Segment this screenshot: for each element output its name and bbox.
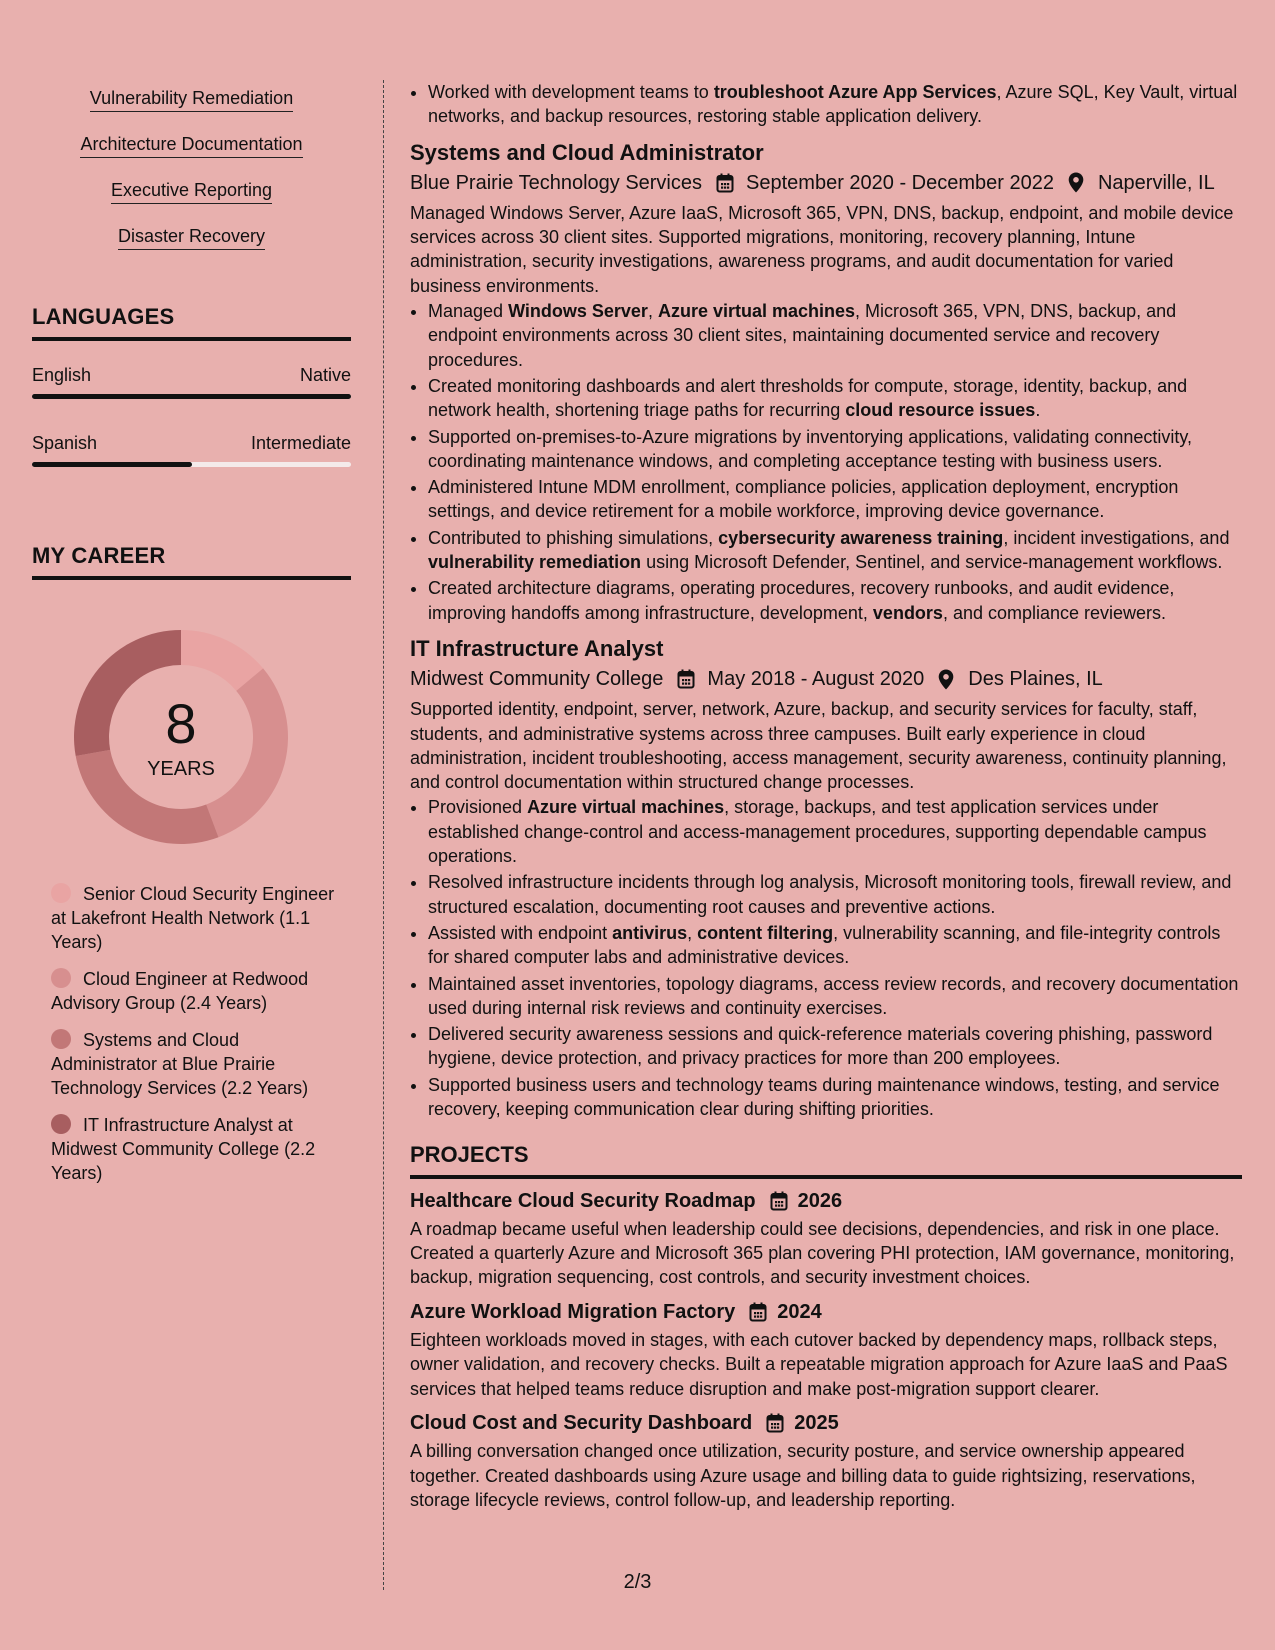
legend-dot xyxy=(51,1114,71,1134)
job-company: Blue Prairie Technology Services xyxy=(410,171,703,194)
location-pin-icon xyxy=(938,668,958,690)
calendar-icon xyxy=(677,668,697,690)
language-name: English xyxy=(32,365,92,385)
project-entry xyxy=(410,1411,1242,1512)
legend-item xyxy=(51,1028,341,1100)
project-title: Healthcare Cloud Security Roadmap xyxy=(410,1189,756,1212)
language-level-bar xyxy=(32,462,351,467)
skills-list xyxy=(32,84,351,268)
legend-item xyxy=(51,882,341,954)
job-entry xyxy=(410,637,1242,1121)
languages-heading: LANGUAGES xyxy=(32,304,351,341)
bullet-item: • Assisted with endpoint antivirus, content filtering, vulnerability scanning, and file-integrity controls for shared computer labs and administrative devices. xyxy=(428,921,1242,970)
bullet-item: • Managed Windows Server, Azure virtual machines, Microsoft 365, VPN, DNS, backup, and endpoint environments across 30 client sites, maintaining documented service and recovery procedures. xyxy=(428,299,1242,372)
projects-list xyxy=(410,1189,1242,1513)
bullet-item: • Administered Intune MDM enrollment, compliance policies, application deployment, encryption settings, and device retirement for a mobile workforce, improving device governance. xyxy=(428,475,1242,524)
project-description: A billing conversation changed once utilization, security posture, and service ownership appeared together. Created dashboards using Azure usage and billing data to guide rightsizing, reservations, storage lifecycle reviews, control follow-up, and leadership reporting. xyxy=(410,1441,1196,1510)
job-dates: September 2020 - December 2022 xyxy=(746,171,1054,194)
language-level-bar xyxy=(32,394,351,399)
bullet-item: • Resolved infrastructure incidents through log analysis, Microsoft monitoring tools, firewall review, and structured escalation, documenting root causes and preventive actions. xyxy=(428,870,1242,919)
job-summary: Managed Windows Server, Azure IaaS, Microsoft 365, VPN, DNS, backup, endpoint, and mobile device services across 30 client sites. Supported migrations, monitoring, recovery planning, Intune administration, security investigations, awareness programs, and audit documentation for varied business environments. xyxy=(410,202,1234,296)
project-title-row xyxy=(410,1189,1242,1213)
job-summary: Supported identity, endpoint, server, network, Azure, backup, and security services for faculty, staff, students, and administrative systems across three campuses. Built early experience in cloud administration, incident troubleshooting, access management, security awareness, continuity planning, and control documentation within structured change processes. xyxy=(410,699,1227,793)
calendar-icon xyxy=(770,1190,790,1212)
job-title: IT Infrastructure Analyst xyxy=(410,635,664,661)
job-dates: May 2018 - August 2020 xyxy=(707,668,925,691)
column-divider xyxy=(383,80,384,1590)
job-bullets xyxy=(410,795,1242,1121)
project-year: 2024 xyxy=(777,1300,822,1323)
skill-tag: Executive Reporting xyxy=(111,176,272,204)
project-title-row xyxy=(410,1411,1242,1435)
skill-tag: Vulnerability Remediation xyxy=(90,84,293,112)
skill-tag: Disaster Recovery xyxy=(118,222,265,250)
career-years-unit: YEARS xyxy=(147,758,215,780)
language-english xyxy=(32,363,351,399)
project-title-row xyxy=(410,1300,1242,1324)
calendar-icon xyxy=(716,172,736,194)
legend-dot xyxy=(51,968,71,988)
language-level: Native xyxy=(299,365,351,385)
bullet-item: • Contributed to phishing simulations, cybersecurity awareness training, incident investigations, and vulnerability remediation using Microsoft Defender, Sentinel, and service-management workflows. xyxy=(428,526,1242,575)
legend-label: Cloud Engineer at Redwood Advisory Group (2.4 Years) xyxy=(51,969,309,1013)
project-description: A roadmap became useful when leadership could see decisions, dependencies, and risk in one place. Created a quarterly Azure and Microsoft 365 plan covering PHI protection, IAM governance, monitoring, backup, migration sequencing, cost controls, and security investment choices. xyxy=(410,1218,1235,1288)
legend-item xyxy=(51,967,341,1015)
job-meta xyxy=(410,665,1242,693)
project-entry xyxy=(410,1189,1242,1290)
project-description: Eighteen workloads moved in stages, with each cutover backed by dependency maps, rollback steps, owner validation, and recovery checks. Built a repeatable migration approach for Azure IaaS and PaaS services that helped teams reduce disruption and make post-migration support clearer. xyxy=(410,1330,1228,1399)
job-meta xyxy=(410,169,1242,197)
location-pin-icon xyxy=(1068,172,1088,194)
job-location: Naperville, IL xyxy=(1097,171,1215,194)
job-company: Midwest Community College xyxy=(410,668,664,691)
bullet-item: • Supported on-premises-to-Azure migrations by inventorying applications, validating connectivity, coordinating maintenance windows, and completing acceptance testing with business users. xyxy=(428,425,1242,474)
project-title: Cloud Cost and Security Dashboard xyxy=(410,1411,753,1434)
legend-dot xyxy=(51,1029,71,1049)
language-level: Intermediate xyxy=(250,433,351,453)
career-legend xyxy=(51,882,341,1185)
bullet-item: • Delivered security awareness sessions and quick-reference materials covering phishing, password hygiene, device protection, and privacy practices for more than 200 employees. xyxy=(428,1022,1242,1071)
legend-dot xyxy=(51,883,71,903)
continued-bullets xyxy=(410,80,1242,129)
legend-item xyxy=(51,1113,341,1185)
left-column xyxy=(32,84,351,1198)
bullet-item: • Supported business users and technology teams during maintenance windows, testing, and service recovery, keeping communication clear during shifting priorities. xyxy=(428,1073,1242,1122)
job-entry xyxy=(410,141,1242,625)
projects-heading: PROJECTS xyxy=(410,1143,1242,1178)
job-title: Systems and Cloud Administrator xyxy=(410,139,764,165)
legend-label: Senior Cloud Security Engineer at Lakefront Health Network (1.1 Years) xyxy=(51,884,335,952)
project-title: Azure Workload Migration Factory xyxy=(410,1300,736,1323)
skill-tag: Architecture Documentation xyxy=(80,130,302,158)
experience-list xyxy=(410,141,1242,1122)
bullet-item: • Created monitoring dashboards and alert thresholds for compute, storage, identity, backup, and network health, shortening triage paths for recurring cloud resource issues. xyxy=(428,374,1242,423)
calendar-icon xyxy=(749,1301,769,1323)
language-level-fill xyxy=(32,462,192,467)
language-spanish xyxy=(32,431,351,467)
career-donut-chart xyxy=(66,622,296,852)
project-year: 2025 xyxy=(794,1411,839,1434)
bullet-item: • Maintained asset inventories, topology diagrams, access review records, and recovery documentation used during internal risk reviews and continuity exercises. xyxy=(428,972,1242,1021)
page-number: 2/3 xyxy=(623,1571,652,1593)
project-year: 2026 xyxy=(797,1189,843,1212)
legend-label: IT Infrastructure Analyst at Midwest Community College (2.2 Years) xyxy=(51,1115,316,1183)
calendar-icon xyxy=(766,1412,786,1434)
job-location: Des Plaines, IL xyxy=(968,668,1103,691)
right-column xyxy=(410,80,1242,1513)
bullet-item: • Provisioned Azure virtual machines, storage, backups, and test application services under established change-control and access-management procedures, supporting dependable campus operations. xyxy=(428,795,1242,868)
bullet-item: • Created architecture diagrams, operating procedures, recovery runbooks, and audit evidence, improving handoffs among infrastructure, development, vendors, and compliance reviewers. xyxy=(428,576,1242,625)
career-heading: MY CAREER xyxy=(32,543,351,580)
bullet-item: • Worked with development teams to troubleshoot Azure App Services, Azure SQL, Key Vault, virtual networks, and backup resources, restoring stable application delivery. xyxy=(428,80,1242,129)
legend-label: Systems and Cloud Administrator at Blue Prairie Technology Services (2.2 Years) xyxy=(51,1030,309,1098)
career-years-total: 8 xyxy=(165,692,197,755)
job-bullets xyxy=(410,299,1242,625)
project-entry xyxy=(410,1300,1242,1401)
language-level-fill xyxy=(32,394,351,399)
language-name: Spanish xyxy=(32,433,98,453)
